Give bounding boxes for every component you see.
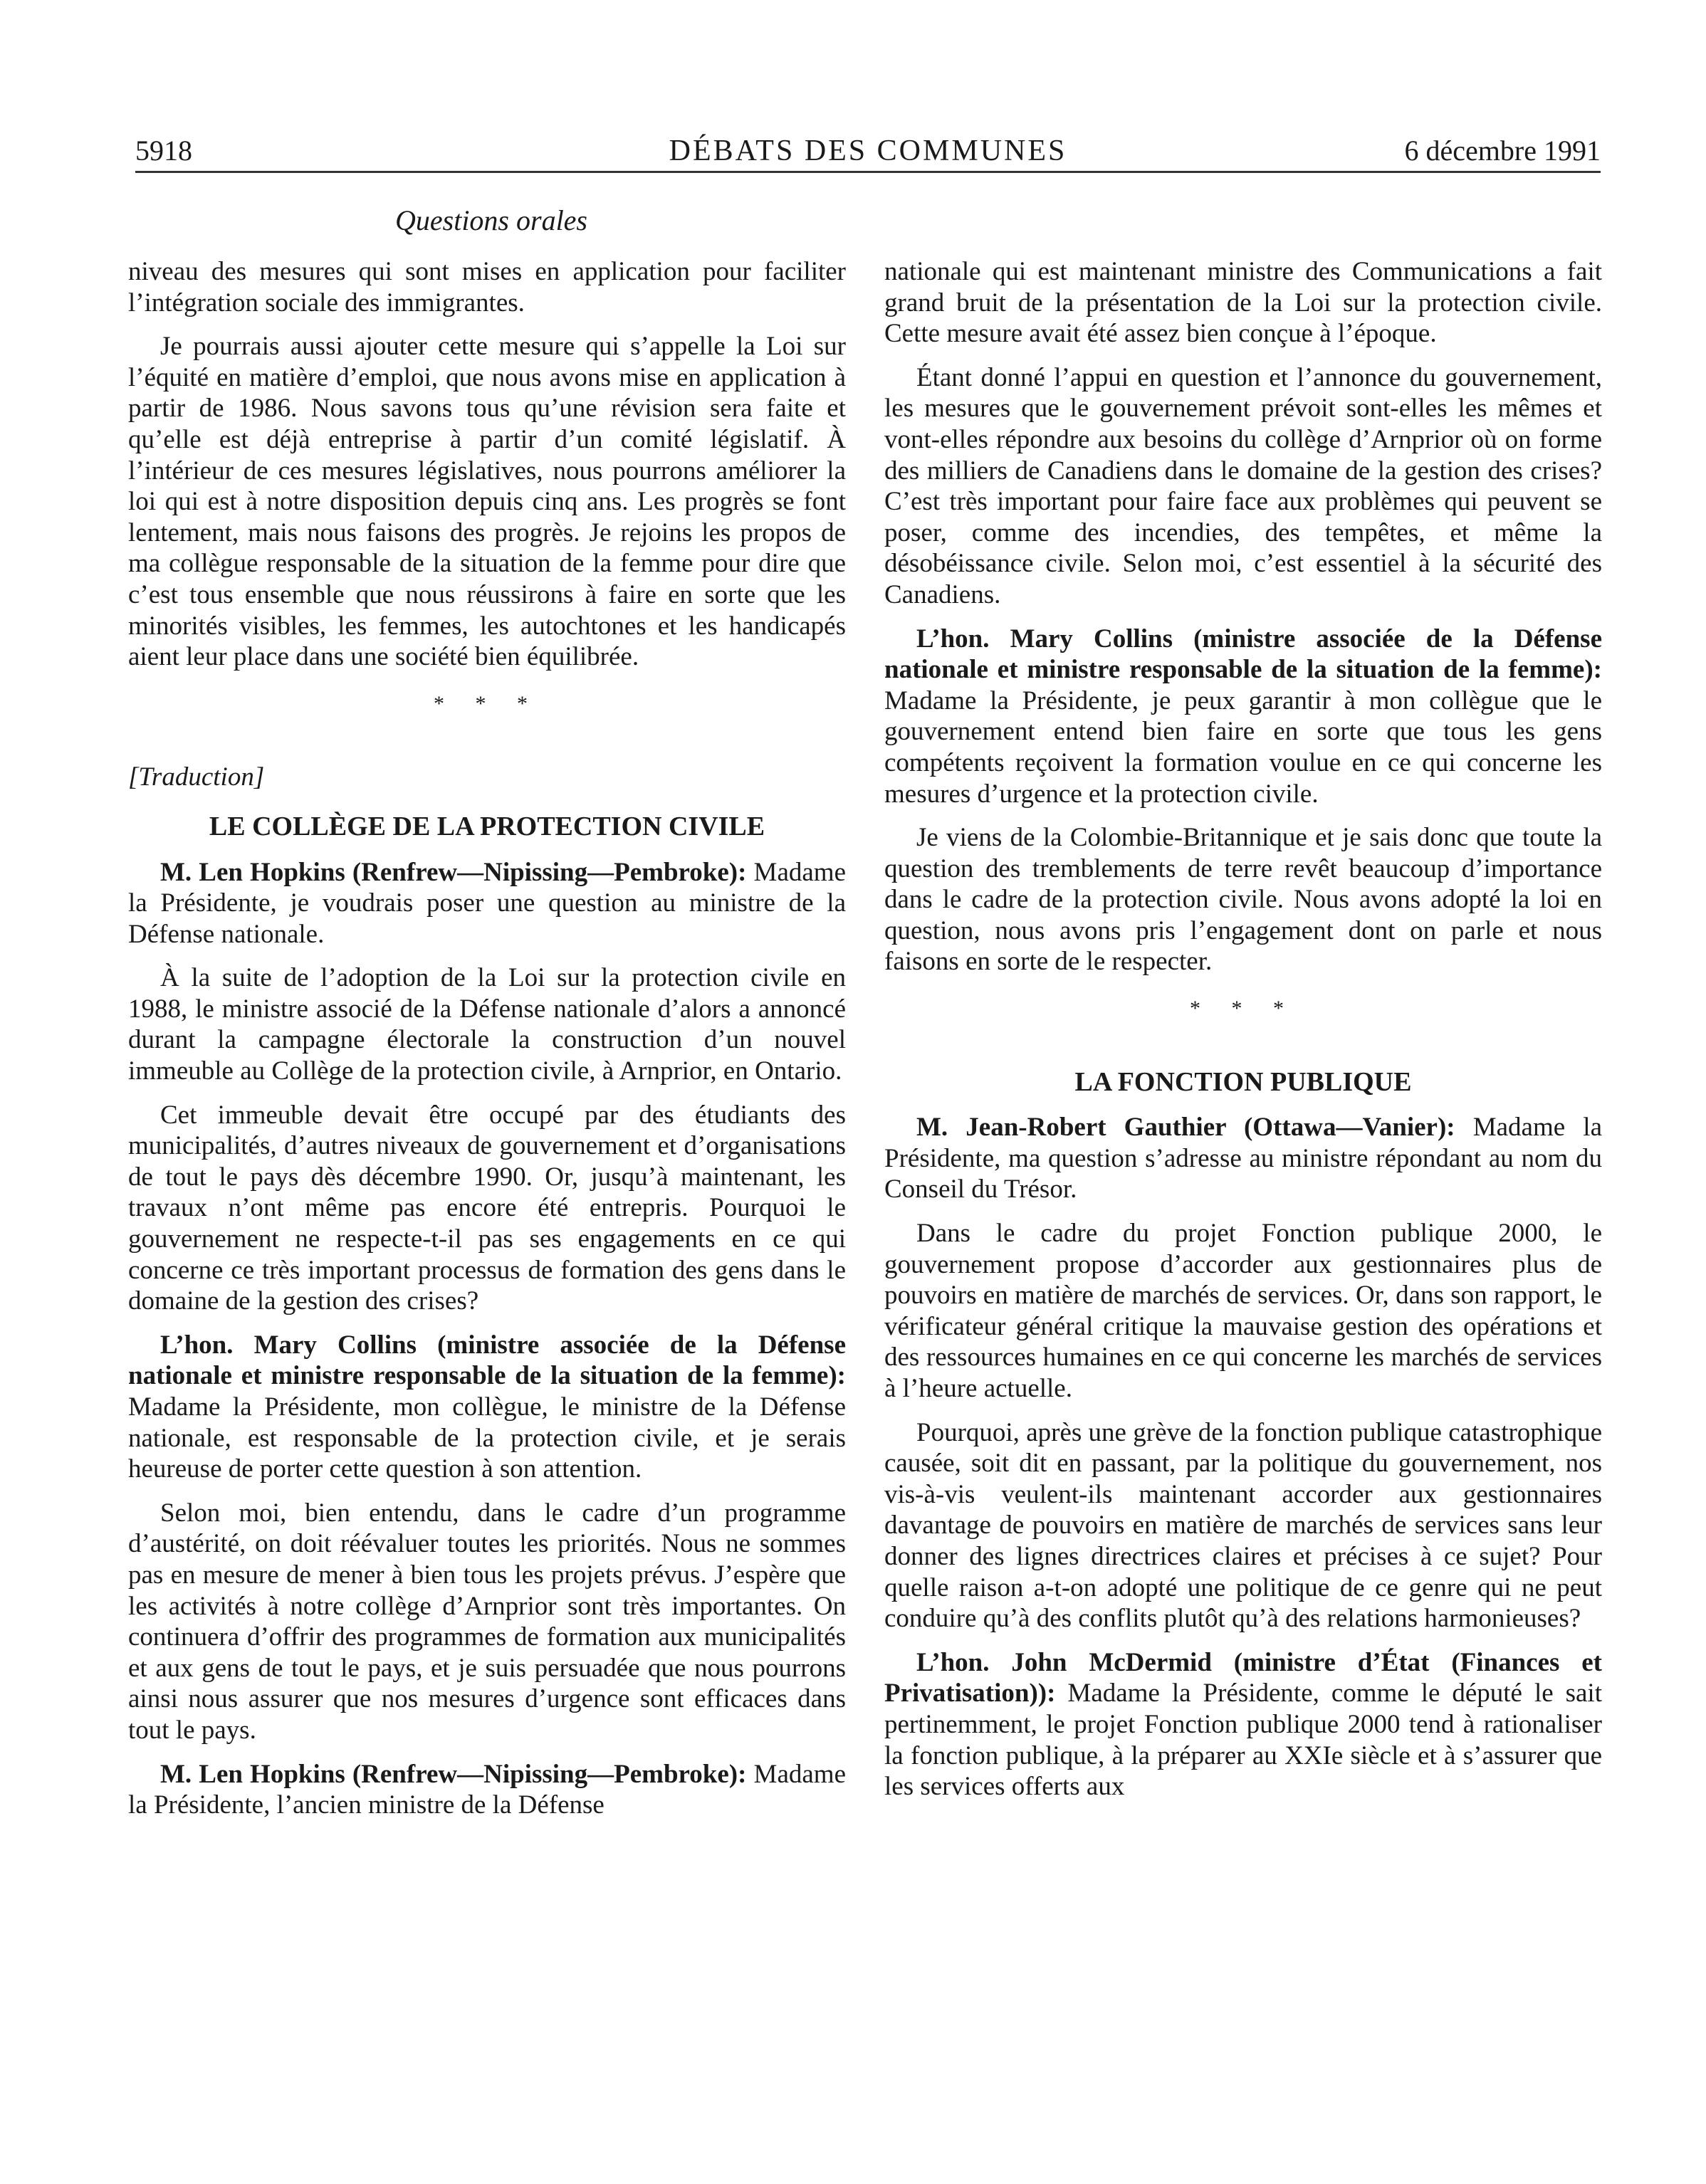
page-number: 5918 <box>135 135 192 167</box>
section-heading: LE COLLÈGE DE LA PROTECTION CIVILE <box>209 811 765 841</box>
speech-text: Madame la Présidente, l’ancien ministre de la Défense <box>128 1759 847 1820</box>
paragraph <box>884 1112 1602 1205</box>
paragraph: Cet immeuble devait être occupé par des étudiants des municipalités, d’autres niveaux de gouvernement et d’organisations de tout le pays dès décembre 1990. Or, jusqu’à maintenant, les travaux n’ont même pas encore été entrepris. Pourquoi le gouvernement ne respecte-t-il pas ses engagements en ce qui concerne ce très important processus de formation des gens dans le domaine de la gestion des crises? <box>128 1100 846 1316</box>
issue-date: 6 décembre 1991 <box>1404 135 1601 167</box>
paragraph: niveau des mesures qui sont mises en application pour faciliter l’intégration sociale des immigrantes. <box>128 257 846 317</box>
speech-text: Madame la Présidente, ma question s’adresse au ministre répondant au nom du Conseil du Trésor. <box>884 1113 1602 1204</box>
speech-text: Madame la Présidente, je voudrais poser une question au ministre de la Défense nationale. <box>128 857 847 949</box>
section-running-head: Questions orales <box>395 204 587 236</box>
section-separator: * * * <box>1190 997 1297 1021</box>
speaker-name: M. Len Hopkins (Renfrew—Nipissing—Pembroke): <box>160 1759 747 1789</box>
paragraph: Je viens de la Colombie-Britannique et je sais donc que toute la question des tremblements de terre revêt beaucoup d’importance dans le cadre de la protection civile. Nous avons adopté la loi en question, nous avons pris l’engagement dont on parle et nous faisons en sorte de le respecter. <box>884 823 1602 977</box>
section-heading: LA FONCTION PUBLIQUE <box>1074 1066 1412 1097</box>
speech-text: Madame la Présidente, mon collègue, le ministre de la Défense nationale, est responsable de la protection civile, et je serais heureuse de porter cette question à son attention. <box>128 1392 846 1484</box>
paragraph: Je pourrais aussi ajouter cette mesure qui s’appelle la Loi sur l’équité en matière d’emploi, que nous avons mise en application à partir de 1986. Nous savons tous qu’une révision sera faite et qu’elle est déjà entreprise à partir d’un comité législatif. À l’intérieur de ces mesures législatives, nous pourrons améliorer la loi qui est à notre disposition depuis cinq ans. Les progrès se font lentement, mais nous faisons des progrès. Je rejoins les propos de ma collègue responsable de la situation de la femme pour dire que c’est tous ensemble que nous réussirons à faire en sorte que les minorités visibles, les femmes, les autochtones et les handicapés aient leur place dans une société bien équilibrée. <box>128 332 846 672</box>
left-column <box>128 256 846 1834</box>
paragraph <box>884 1647 1602 1802</box>
section-separator: * * * <box>434 691 540 715</box>
paragraph: À la suite de l’adoption de la Loi sur la protection civile en 1988, le ministre associé de la Défense nationale d’alors a annoncé durant la campagne électorale la construction d’un nouvel immeuble au Collège de la protection civile, à Arnprior, en Ontario. <box>128 963 846 1086</box>
page-header <box>135 127 1601 169</box>
publication-title: DÉBATS DES COMMUNES <box>669 135 1067 167</box>
paragraph: Dans le cadre du projet Fonction publique 2000, le gouvernement propose d’accorder aux gestionnaires plus de pouvoirs en matière de marchés de services. Or, dans son rapport, le vérificateur général critique la mauvaise gestion des opérations et des ressources humaines en ce qui concerne les marchés de services à l’heure actuelle. <box>884 1219 1602 1403</box>
paragraph: Selon moi, bien entendu, dans le cadre d’un programme d’austérité, on doit réévaluer toutes les priorités. Nous ne sommes pas en mesure de mener à bien tous les projets prévus. J’espère que les activités à notre collège d’Arnprior sont très importantes. On continuera d’offrir des programmes de formation aux municipalités et aux gens de tout le pays, et je suis persuadée que nous pourrons ainsi nous assurer que nos mesures d’urgence sont efficaces dans tout le pays. <box>128 1498 846 1745</box>
paragraph <box>128 1759 846 1821</box>
speaker-name: L’hon. Mary Collins (ministre associée de la Défense nationale et ministre responsable de la situation de la femme): <box>128 1330 846 1391</box>
paragraph <box>884 624 1602 810</box>
paragraph: nationale qui est maintenant ministre des Communications a fait grand bruit de la présentation de la Loi sur la protection civile. Cette mesure avait été assez bien conçue à l’époque. <box>884 257 1602 349</box>
paragraph: Étant donné l’appui en question et l’annonce du gouvernement, les mesures que le gouvernement prévoit sont-elles les mêmes et vont-elles répondre aux besoins du collège d’Arnprior où on forme des milliers de Canadiens dans le domaine de la gestion des crises? C’est très important pour faire face aux problèmes qui peuvent se poser, comme des incendies, des tempêtes, et même la désobéissance civile. Selon moi, c’est essentiel à la sécurité des Canadiens. <box>884 362 1602 609</box>
paragraph: Pourquoi, après une grève de la fonction publique catastrophique causée, soit dit en passant, par la politique du gouvernement, nos vis-à-vis veulent-ils maintenant accorder aux gestionnaires davantage de pouvoirs en matière de marchés de services sans leur donner des lignes directrices claires et précises à ce sujet? Pour quelle raison a-t-on adopté une politique de ce genre qui ne peut conduire qu’à des conflits plutôt qu’à des relations harmonieuses? <box>884 1417 1602 1634</box>
speaker-name: M. Len Hopkins (Renfrew—Nipissing—Pembroke): <box>160 857 747 887</box>
paragraph <box>128 1330 846 1485</box>
paragraph <box>128 857 846 950</box>
speech-text: Madame la Présidente, comme le député le sait pertinemment, le projet Fonction publique 2000 tend à rationaliser la fonction publique, à la préparer au XXIe siècle et à s’assurer que les services offerts aux <box>884 1679 1602 1802</box>
header-rule <box>135 171 1601 173</box>
translation-note: [Traduction] <box>128 762 265 792</box>
speaker-name: L’hon. Mary Collins (ministre associée de la Défense nationale et ministre responsable de la situation de la femme): <box>884 624 1602 685</box>
speaker-name: M. Jean-Robert Gauthier (Ottawa—Vanier): <box>916 1113 1455 1143</box>
speech-text: Madame la Présidente, je peux garantir à mon collègue que le gouvernement entend bien faire en sorte que tous les gens compétents reçoivent la formation voulue en ce qui concerne les mesures d’urgence et la protection civile. <box>884 686 1602 809</box>
right-column <box>884 256 1602 1815</box>
speaker-name: L’hon. John McDermid (ministre d’État (Finances et Privatisation)): <box>884 1647 1602 1708</box>
